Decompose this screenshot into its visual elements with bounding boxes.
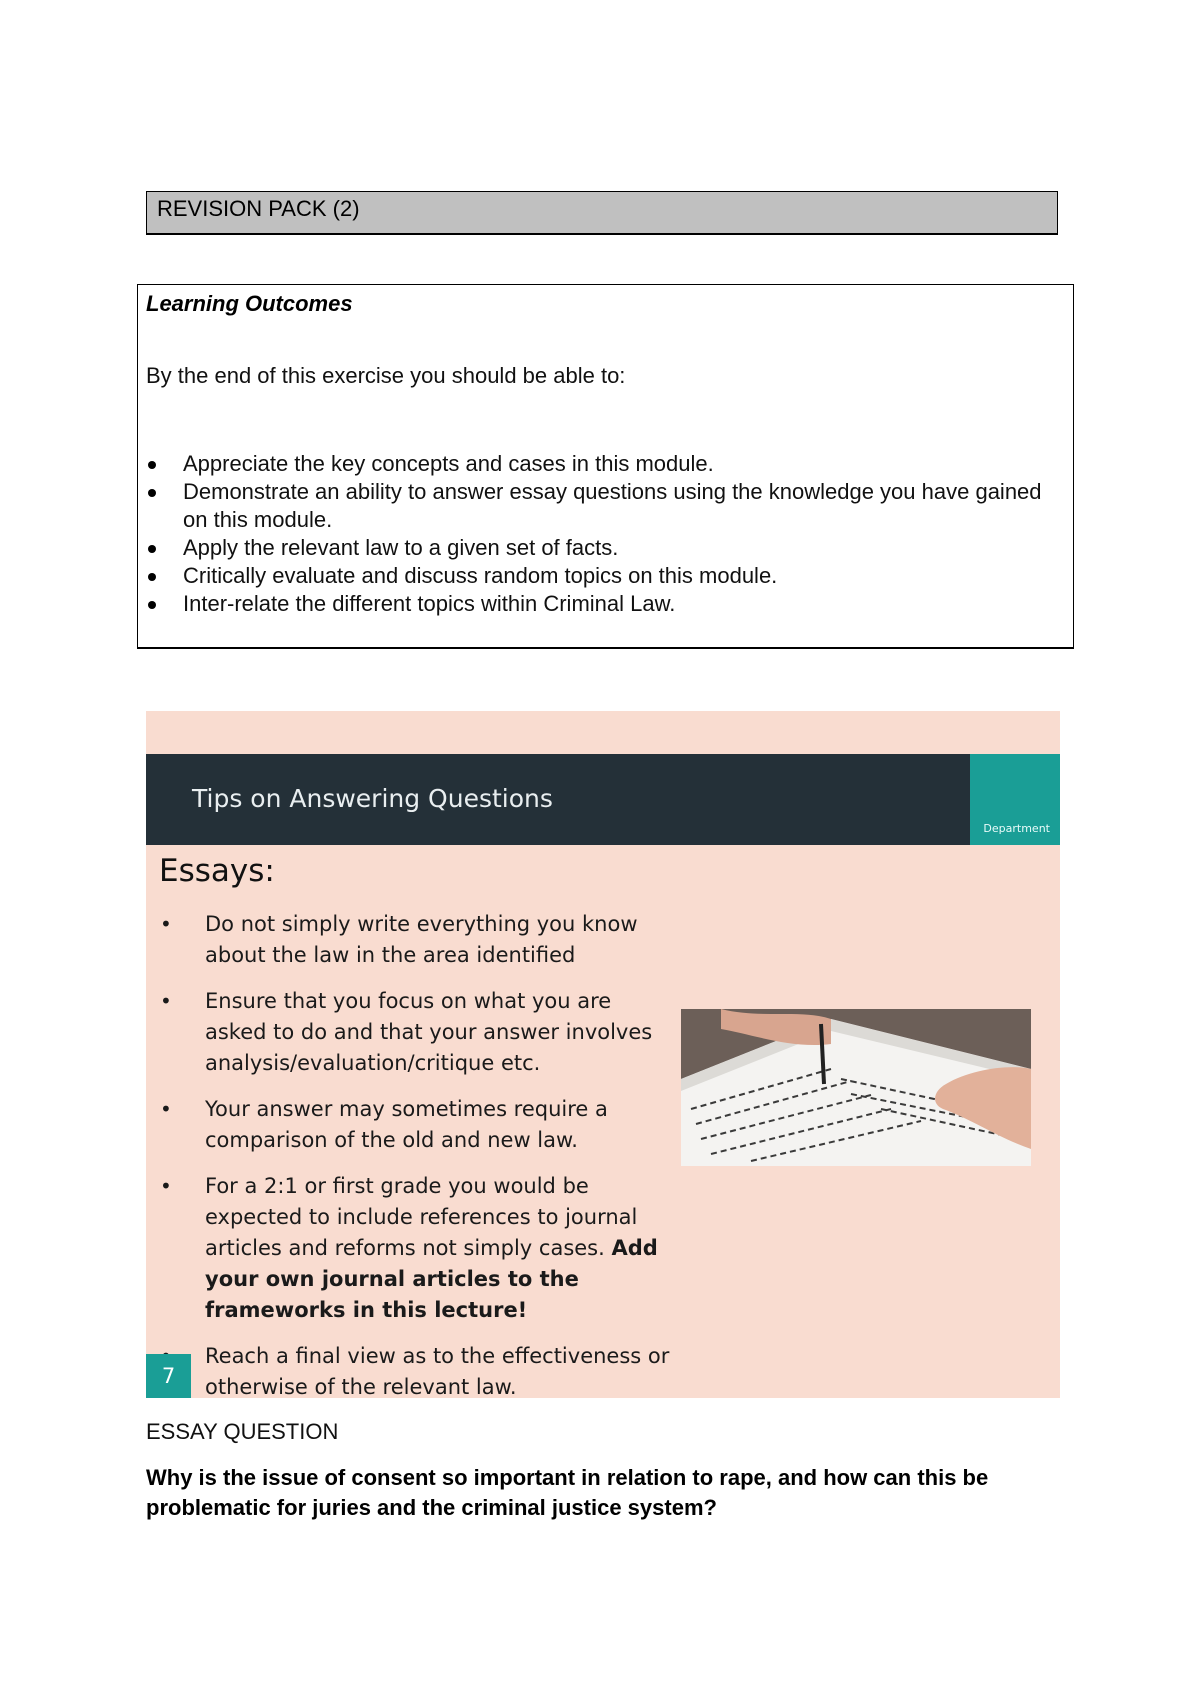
- bullet-icon: [148, 601, 156, 609]
- bullet-icon: [148, 573, 156, 581]
- bullet-icon: •: [160, 1097, 172, 1121]
- list-item: Apply the relevant law to a given set of facts.: [146, 534, 1066, 562]
- list-item: Inter-relate the different topics within Criminal Law.: [146, 590, 1066, 618]
- bullet-icon: •: [160, 989, 172, 1013]
- bullet-icon: •: [160, 1174, 172, 1198]
- slide-bullet: • Ensure that you focus on what you are asked to do and that your answer involves analysis/evaluation/critique etc.: [159, 986, 679, 1079]
- essay-question-text: Why is the issue of consent so important in relation to rape, and how can this be problematic for juries and the criminal justice system?: [146, 1465, 989, 1520]
- slide-title: Tips on Answering Questions: [192, 784, 553, 813]
- slide-bullet: Reach a final view as to the effectiveness or otherwise of the relevant law.: [159, 1341, 679, 1398]
- learning-outcomes-intro: By the end of this exercise you should be able to:: [146, 363, 626, 388]
- bullet-icon: [148, 545, 156, 553]
- list-item: Demonstrate an ability to answer essay questions using the knowledge you have gained on this module.: [146, 478, 1066, 534]
- slide-bullet: • For a 2:1 or first grade you would be expected to include references to journal articles and reforms not simply cases. Add your own journal articles to the frameworks in this lecture!: [159, 1171, 679, 1326]
- bullet-icon: •: [160, 912, 172, 936]
- essay-question-label: ESSAY QUESTION: [146, 1419, 339, 1444]
- list-item: Appreciate the key concepts and cases in this module.: [146, 450, 1066, 478]
- slide-bullet-bold: Add your own journal articles to the frameworks in this lecture!: [205, 1236, 658, 1322]
- department-label: Department: [983, 822, 1050, 835]
- slide-bullet: • Your answer may sometimes require a comparison of the old and new law.: [159, 1094, 679, 1156]
- revision-pack-header: [146, 191, 1058, 235]
- tips-slide-image: [146, 711, 1060, 1398]
- slide-number-tile: [146, 1354, 191, 1398]
- writing-hand-photo: [681, 1009, 1031, 1166]
- revision-pack-title: REVISION PACK (2): [157, 196, 360, 221]
- slide-bullet-list: [159, 909, 679, 1398]
- bullet-icon: [148, 489, 156, 497]
- learning-outcomes-box: [137, 284, 1074, 649]
- writing-photo-icon: [681, 1009, 1031, 1166]
- slide-title-bar: [146, 754, 970, 845]
- slide-heading: Essays:: [159, 853, 275, 889]
- bullet-icon: [148, 461, 156, 469]
- slide-number: 7: [161, 1364, 176, 1388]
- slide-bullet: • Do not simply write everything you know about the law in the area identified: [159, 909, 679, 971]
- learning-outcomes-list: [146, 450, 1066, 618]
- department-tile: [970, 754, 1060, 845]
- learning-outcomes-title: Learning Outcomes: [146, 291, 353, 316]
- list-item: Critically evaluate and discuss random topics on this module.: [146, 562, 1066, 590]
